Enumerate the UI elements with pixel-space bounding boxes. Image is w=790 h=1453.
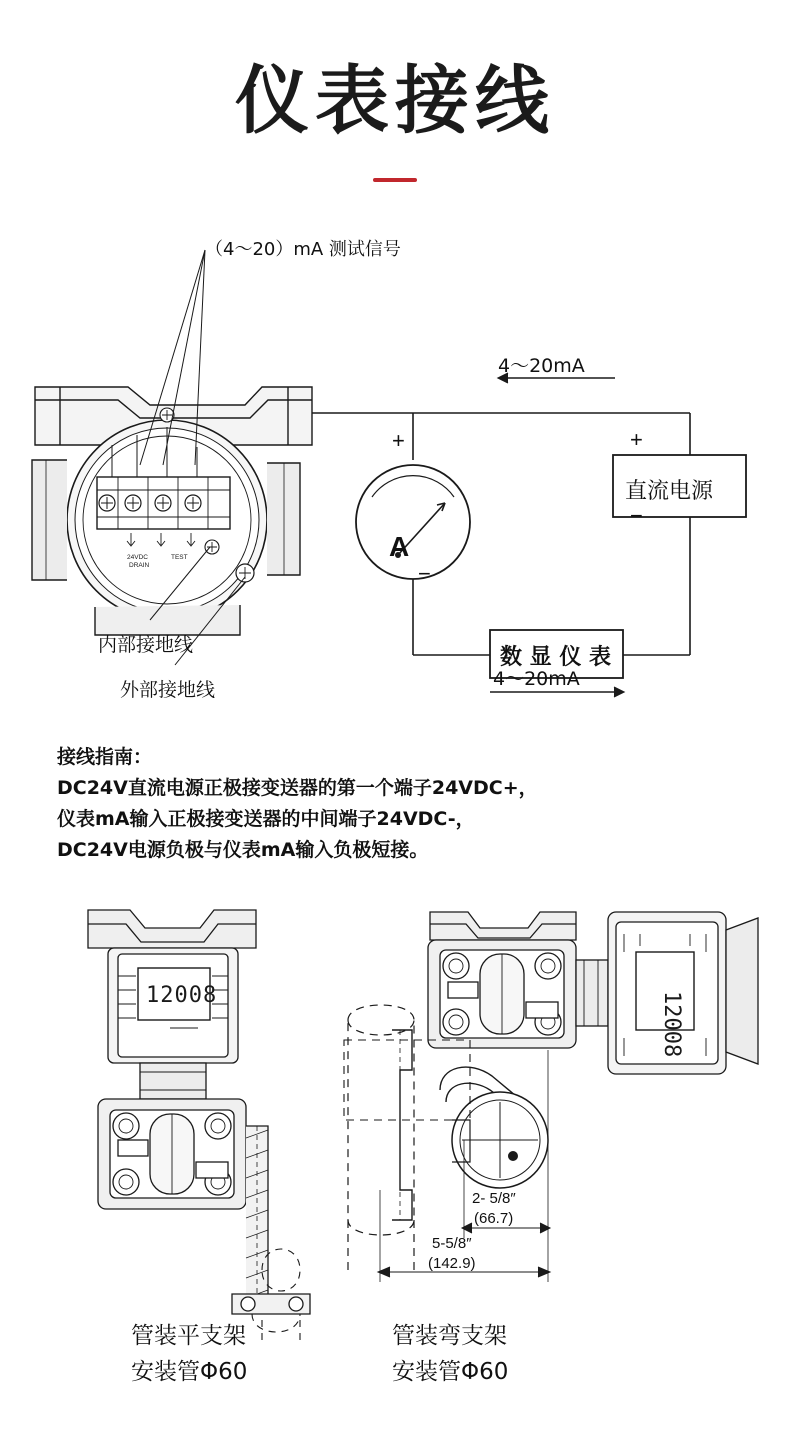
title-divider — [373, 178, 417, 182]
caption-right-line1: 管装弯支架 — [392, 1323, 507, 1349]
digital-meter-label: 数 显 仪 表 — [500, 645, 611, 670]
test-signal-label: （4～20）mA 测试信号 — [205, 239, 401, 260]
current-bottom-label: 4～20mA — [493, 668, 580, 690]
guide-line-2: 仪表mA输入正极接变送器的中间端子24VDC-， — [57, 808, 475, 830]
guide-heading: 接线指南： — [57, 746, 153, 768]
caption-left-line1: 管装平支架 — [131, 1323, 246, 1349]
power-minus-sign: − — [630, 503, 643, 528]
wiring-guide — [57, 742, 538, 866]
power-plus-sign: + — [630, 427, 643, 452]
guide-line-1: DC24V直流电源正极接变送器的第一个端子24VDC+， — [57, 777, 538, 799]
ammeter-plus-sign: + — [392, 428, 405, 453]
display-right-text: 12008 — [659, 991, 684, 1058]
current-top-label: 4～20mA — [498, 355, 585, 377]
caption-left-line2: 安装管Φ60 — [131, 1359, 248, 1385]
internal-ground-label: 内部接地线 — [98, 634, 194, 656]
power-supply-label: 直流电源 — [625, 479, 714, 504]
dimension-long-inch: 5-5/8″ — [432, 1235, 472, 1252]
caption-right-line2: 安装管Φ60 — [392, 1359, 509, 1385]
svg-text:DRAIN: DRAIN — [129, 562, 150, 569]
svg-text:TEST: TEST — [171, 554, 188, 561]
display-left-text: 12008 — [146, 983, 218, 1008]
ammeter-symbol: A — [389, 531, 410, 562]
page-title: 仪表接线 — [235, 58, 555, 144]
dimension-short-mm: (66.7) — [474, 1210, 514, 1227]
ammeter-minus-sign: − — [418, 561, 431, 586]
svg-text:24VDC: 24VDC — [127, 554, 148, 561]
dimension-short-inch: 2- 5/8″ — [472, 1190, 516, 1207]
wiring-diagram — [0, 215, 790, 725]
guide-line-3: DC24V电源负极与仪表mA输入负极短接。 — [57, 839, 429, 861]
dimension-long-mm: (142.9) — [428, 1255, 476, 1272]
external-ground-label: 外部接地线 — [120, 679, 216, 701]
